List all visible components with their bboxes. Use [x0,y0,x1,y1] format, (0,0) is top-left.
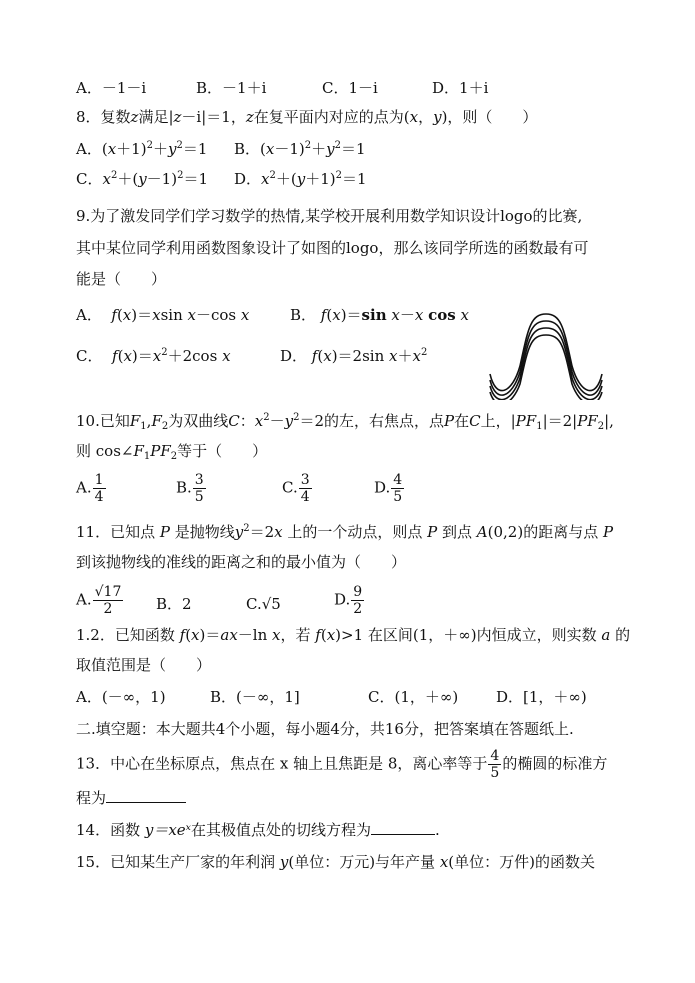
q7-option-a: A．－1－i [76,79,147,97]
q8-option-b: B．$(x-1)^2+y^2=1$ [234,140,366,158]
q13-line-1: 13．中心在坐标原点，焦点在 x 轴上且焦距是 8，离心率等于 $\frac{4}{5}$ 的椭圆的标准方 [76,748,608,781]
q9-logo-figure [486,308,606,400]
q12-option-b: B．(－∞，1] [210,688,300,706]
q8-option-a: A．$(x+1)^2+y^2=1$ [76,140,208,158]
q9-option-a: A． f(x)＝xsin x－cos x [76,306,250,324]
q11-line-2: 到该抛物线的准线的距离之和的最小值为（ ） [76,553,407,571]
q9-line-3: 能是（ ） [76,270,167,288]
q11-line-1: 11．已知点 P 是抛物线$y^2=2x$ 上的一个动点，则点 P 到点 A(0,2)的距离与点 P [76,523,614,541]
q7-option-c: C．1－i [322,79,378,97]
q12-option-d: D．[1，＋∞) [496,688,587,706]
q12-option-c: C．(1，＋∞) [368,688,459,706]
q12-line-2: 取值范围是（ ） [76,656,212,674]
q11-option-a: A. $\frac{√17}{2}$ [76,584,122,617]
q8-stem: 8．复数z满足|z－i|＝1，z在复平面内对应的点为(x，y)，则（ ） [76,108,538,126]
q10-line-1: 10.已知$F_1,F_2$为双曲线C：$x^2-y^2=2$的左，右焦点，点P在C上，$|PF_1|=2|PF_2|$, [76,412,614,432]
q10-option-a: A. $\frac{1}{4}$ [76,472,104,505]
q11-option-d: D. $\frac{9}{2}$ [334,584,363,617]
q9-line-1: 9.为了激发同学们学习数学的热情,某学校开展利用数学知识设计logo的比赛, [76,207,583,225]
section-fill-in-heading: 二.填空题：本大题共4个小题，每小题4分，共16分，把答案填在答题纸上. [76,720,574,738]
q9-option-c: C． $f(x)=x^2+2\cos$ x [76,347,231,365]
q11-option-c: C.√5 [246,595,281,613]
q8-option-c: C．$x^2+(y-1)^2=1$ [76,170,208,188]
q8-option-d: D．$x^2+(y+1)^2=1$ [234,170,367,188]
q15-line-1: 15．已知某生产厂家的年利润 y(单位：万元)与年产量 x(单位：万件)的函数关 [76,853,596,871]
q12-line-1: 1.2．已知函数 f(x)＝ax－ln x，若 f(x)>1 在区间(1，＋∞)内恒成立，则实数 a 的 [76,626,631,644]
q10-option-b: B. $\frac{3}{5}$ [176,472,204,505]
q14-line: 14．函数 y＝xeˣ在其极值点处的切线方程为 . [76,821,440,839]
q9-line-2: 其中某位同学利用函数图象设计了如图的logo，那么该同学所选的函数最有可 [76,239,589,257]
q10-option-d: D. $\frac{4}{5}$ [374,472,403,505]
q11-option-b: B．2 [156,595,192,613]
q9-option-b: B． f(x)＝sin x－x cos x [290,306,469,324]
q10-line-2: 则 $\cos\angle F_1PF_2$等于（ ） [76,442,268,462]
q7-option-b: B．－1＋i [196,79,267,97]
q10-option-c: C. $\frac{3}{4}$ [282,472,310,505]
q9-option-d: D． f(x)＝2sin $x+x^2$ [280,347,428,365]
q7-option-d: D．1＋i [432,79,489,97]
q13-answer-blank[interactable] [106,788,186,803]
q12-option-a: A．(－∞，1) [76,688,166,706]
q14-answer-blank[interactable] [371,820,435,835]
q13-line-2: 程为 [76,787,186,809]
